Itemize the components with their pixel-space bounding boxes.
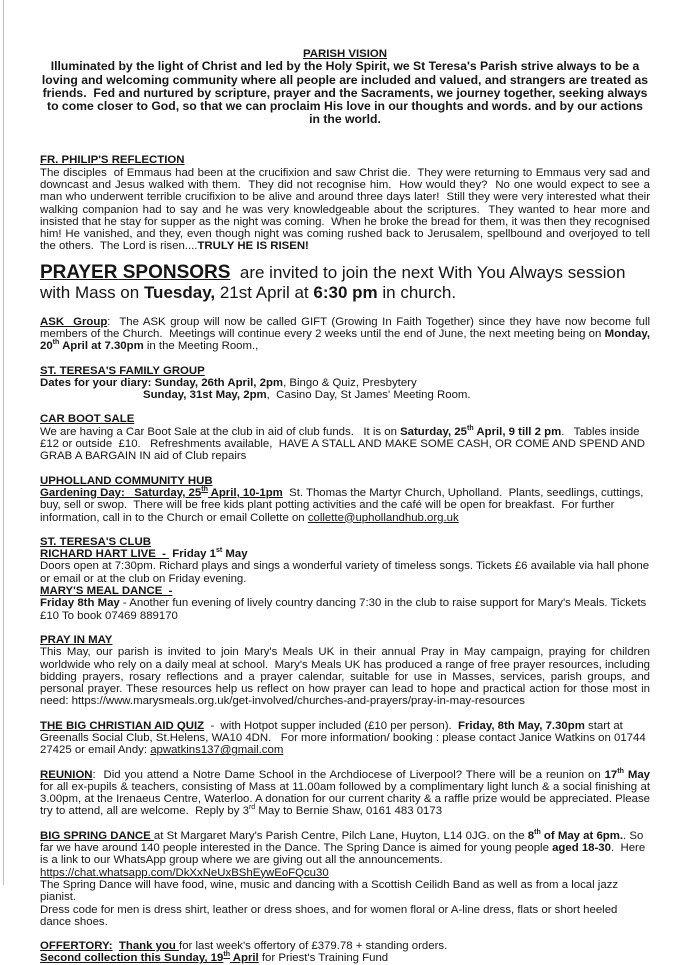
text-run: rd [248, 804, 256, 812]
parish-vision-text [40, 60, 650, 126]
text-run: The disciples of Emmaus had been at the crucifixion and saw Christ die. They were returning to Emmaus very sad and downcast and Jesus walked with them. They did not recognise him. How would they? No one would expect to see a man who underwent terrible crucifixion to be alive and around three days later! Still they were very interested what their walking companion had to say and he was very knowledgeable about the scriptures. They wanted to hear more and insisted that he stay for supper as the night was coming. When he broke the bread for them, it was then they recognised him! He vanished, and they, even though night was coming rushed back to Jerusalem, spellbound and overjoyed to tell the others. The Lord is risen.... [40, 166, 654, 253]
andy-email-link[interactable]: apwatkins137@gmail.com [150, 744, 284, 757]
text-run: . Tables inside £12 or outside £10. Refreshments available, HAVE A STALL AND MAKE SOME CASH, OR COME AND SPEND AND GRAB A BARGAIN IN aid of Club repairs [40, 425, 649, 463]
pray-in-may-heading [40, 634, 650, 646]
text-run: for all ex-pupils & teachers, consisting of Mass at 11.00am followed by a complimentary light lunch & a social finishing at 3.00pm, at the Irenaeus Centre, Waterloo. A donation for our current charity & a raffle prize would be appreciated. Please try to attend, all are welcome. Reply by 3 [40, 768, 654, 818]
page-edge-line [3, 0, 4, 885]
text-run: Doors open at 7:30pm. Richard plays and sings a wonderful variety of timeless songs. Tickets £6 available via hall phone or email or at the club on Friday evening. [40, 560, 653, 585]
text-run: We are having a Car Boot Sale at the club in aid of club funds. It is on [40, 425, 401, 438]
text-run: Sunday, 31st May, 2pm [143, 389, 267, 402]
text-run: Tuesday, [143, 283, 216, 303]
text-run: in the Meeting Room., [143, 340, 259, 353]
reunion [40, 767, 654, 818]
text-run: Illuminated by the light of Christ and led by the Holy Spirit, we St Teresa's Parish strive always to be a loving and welcoming community where all people are included and valued, and strangers are treated as friends. Fed and nurtured by scripture, prayer and the Sacraments, we journey together, seeking always to come closer to God, so that we can proclaim His love in our thoughts and words. and by our actions in the world. [41, 59, 652, 127]
text-run: start at Greenalls Social Club, St.Helens, WA10 4DN. For more information/ booking : please contact Janice Watkins on 01744 27425 or email Andy: [40, 719, 649, 757]
text-run: CAR BOOT SALE [40, 413, 135, 426]
upholland-community-hub-text [40, 487, 650, 524]
marys-meal-dance-heading [40, 585, 650, 597]
text-run: Second collection this Sunday, 19 [40, 952, 224, 965]
fr-philips-reflection-heading [40, 154, 650, 166]
pray-in-may-text [40, 646, 654, 708]
text-run: 17 [604, 768, 618, 781]
text-run: OFFERTORY: [40, 940, 113, 953]
text-run: THE BIG CHRISTIAN AID QUIZ [40, 719, 205, 732]
st-teresas-family-group-heading [40, 365, 650, 377]
text-run: aged 18-30 [552, 842, 611, 855]
big-spring-dance [40, 830, 650, 928]
text-run: ASK Group [40, 315, 108, 328]
offertory [40, 940, 650, 952]
text-run: ST. TERESA'S FAMILY GROUP [40, 364, 205, 377]
big-christian-aid-quiz [40, 720, 650, 757]
text-run: th [466, 424, 474, 432]
text-run: 21st April at [215, 283, 314, 303]
second-collection [40, 952, 650, 964]
car-boot-sale-text [40, 426, 650, 463]
whatsapp-link[interactable]: https://chat.whatsapp.com/DkXxNeUxBShEywEoFQcu30 [40, 866, 329, 879]
text-run: FR. PHILIP'S REFLECTION [40, 154, 185, 167]
text-run: at St Margaret Mary's Parish Centre, Pilch Lane, Huyton, L14 0JG. on the [153, 829, 528, 842]
text-run: This May, our parish is invited to join Mary's Meals UK in their annual Pray in May campaign, praying for children worldwide who rely on a daily meal at school. Mary's Meals UK has produced a range of free prayer resources, including bidding prayers, rosary reflections and a prayer calendar, suitable for use in Masses, services, parish groups, and personal prayer. These resources help us reflect on how prayer can lead to hope and practical action for those most in need: [40, 646, 654, 708]
text-run: th [223, 951, 231, 959]
text-run: BIG SPRING DANCE [40, 829, 154, 842]
text-run: for Priest's Training Fund [258, 952, 389, 965]
text-run: . So far we have around 140 people interested in the Dance. The Spring Dance is aimed for young people [40, 829, 647, 855]
richard-hart-live-text [40, 560, 653, 585]
text-run: Thank you [118, 940, 180, 953]
text-run: th [617, 767, 624, 775]
text-run: ST. TERESA'S CLUB [40, 535, 151, 548]
text-run: of May at 6pm. [540, 829, 624, 842]
text-run: : The ASK group will now be called GIFT (Growing In Faith Together) since they have now become full members of the Church. Meetings will continue every 2 weeks until the end of June, the next meeting being on [40, 315, 654, 340]
newsletter-body [40, 48, 654, 965]
collette-email-link[interactable]: collette@uphollandhub.org.uk [307, 511, 459, 524]
text-run: , Casino Day, St James' Meeting Room. [266, 389, 471, 402]
text-run: May [623, 768, 650, 781]
text-run: 6:30 pm [313, 283, 378, 303]
text-run: th [534, 828, 541, 836]
text-run: April, 9 till 2 pm [473, 425, 562, 438]
text-run: in church. [377, 283, 457, 303]
text-run: May to Bernie Shaw, 0161 483 0173 [255, 805, 443, 818]
text-run: Friday 8th May [40, 597, 120, 610]
st-teresas-club-heading [40, 536, 650, 548]
text-run: th [52, 339, 60, 347]
text-run: Friday, 8th May, 7.30pm [458, 719, 585, 732]
text-run: - with Hotpot supper included (£10 per person). [204, 719, 459, 732]
text-run: Dates for your diary: Sunday, 26th April, 2pm [40, 376, 284, 389]
marys-meal-dance-text [40, 597, 650, 622]
text-run: Gardening Day: Saturday, 25 [40, 486, 202, 499]
text-run: UPHOLLAND COMMUNITY HUB [40, 474, 213, 487]
text-run: th [201, 486, 208, 494]
text-run: St. Thomas the Martyr Church, Upholland. Plants, seedlings, cuttings, buy, sell or swop. There will be free kids plant potting activities and the café will be open for breakfast. For further information, call in to the Church or email Collette on [40, 486, 647, 524]
ask-group [40, 315, 654, 353]
text-run: , Bingo & Quiz, Presbytery [283, 376, 417, 389]
family-group-date-2 [40, 389, 650, 401]
text-run: Monday, 20 [40, 327, 654, 353]
text-run: PRAY IN MAY [40, 633, 113, 646]
text-run: May [222, 548, 248, 561]
fr-philips-reflection-text [40, 166, 654, 253]
text-run: : Did you attend a Notre Dame School in the Archdiocese of Liverpool? There will be a reunion on [92, 768, 605, 781]
text-run: Saturday, 25 [400, 425, 467, 438]
text-run: TRULY HE IS RISEN! [197, 240, 309, 253]
car-boot-sale-heading [40, 413, 650, 425]
text-run: April, 10-1pm [207, 486, 283, 499]
text-run: 8 [527, 829, 535, 842]
text-run: Friday 1 [172, 548, 216, 561]
upholland-community-hub-heading [40, 475, 650, 487]
text-run: are invited to join the next With You Always session with Mass on [40, 262, 631, 303]
richard-hart-live-heading [40, 548, 650, 560]
text-run: PARISH VISION [303, 48, 387, 60]
text-run: Dress code for men is dress shirt, leather or dress shoes, and for women floral or A-line dress, flats or short heeled dance shoes. [40, 903, 621, 928]
text-run: MARY'S MEAL DANCE - [40, 585, 173, 598]
text-run: The Spring Dance will have food, wine, music and dancing with a Scottish Ceilidh Band as well as from a local jazz pianist. [40, 878, 622, 904]
text-run: . Here is a link to our WhatsApp group where we are giving out all the announcements. [40, 842, 649, 867]
text-run: - Another fun evening of lively country dancing 7:30 in the club to raise support for Mary's Meals. Tickets £10 To book 07469 889170 [40, 597, 650, 622]
prayer-sponsors [40, 263, 650, 304]
family-group-date-1 [40, 377, 650, 389]
text-run: st [215, 547, 223, 555]
text-run: REUNION [40, 768, 93, 781]
text-run: April [230, 952, 259, 965]
text-run: PRAYER SPONSORS [40, 261, 231, 283]
text-run: RICHARD HART LIVE - [40, 548, 170, 561]
text-run: for last week's offertory of £379.78 + standing orders. [179, 940, 448, 953]
marysmeals-link[interactable]: https://www.marysmeals.org.uk/get-involved/churches-and-prayers/pray-in-may-resources [71, 695, 525, 708]
text-run: April at 7.30pm [59, 340, 144, 353]
